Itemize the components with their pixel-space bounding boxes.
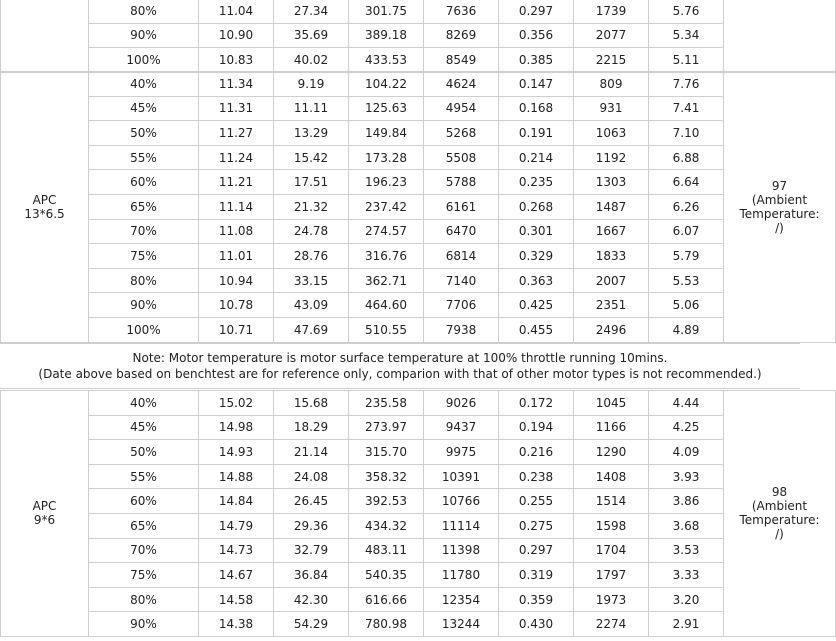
cell-voltage: 11.14 bbox=[199, 194, 274, 219]
cell-rpm: 5788 bbox=[424, 170, 499, 195]
cell-efficiency: 1667 bbox=[574, 219, 649, 244]
table-row bbox=[1, 121, 836, 146]
cell-eff-ratio: 4.09 bbox=[649, 440, 724, 465]
cell-eff-ratio: 2.91 bbox=[649, 612, 724, 637]
cell-thrust: 0.172 bbox=[499, 391, 574, 416]
temperature-cell bbox=[724, 72, 836, 343]
cell-eff-ratio: 4.89 bbox=[649, 317, 724, 342]
cell-eff-ratio: 3.86 bbox=[649, 489, 724, 514]
cell-voltage: 11.27 bbox=[199, 121, 274, 146]
cell-efficiency: 2007 bbox=[574, 268, 649, 293]
cell-thrust: 0.255 bbox=[499, 489, 574, 514]
note-line-2: (Date above based on benchtest are for reference only, comparion with that of other motor types is not recommended.) bbox=[38, 367, 762, 381]
cell-eff-ratio: 5.76 bbox=[649, 0, 724, 23]
cell-rpm: 10766 bbox=[424, 489, 499, 514]
table-row bbox=[1, 244, 836, 269]
cell-current: 27.34 bbox=[274, 0, 349, 23]
cell-power: 362.71 bbox=[349, 268, 424, 293]
table-row bbox=[1, 293, 836, 318]
temperature-cell bbox=[724, 391, 836, 637]
cell-rpm: 10391 bbox=[424, 464, 499, 489]
cell-throttle: 80% bbox=[89, 268, 199, 293]
cell-throttle: 50% bbox=[89, 121, 199, 146]
prop-cell bbox=[1, 72, 89, 343]
cell-rpm: 9026 bbox=[424, 391, 499, 416]
table-row bbox=[1, 194, 836, 219]
table-row bbox=[1, 440, 836, 465]
cell-rpm: 5268 bbox=[424, 121, 499, 146]
cell-voltage: 14.79 bbox=[199, 513, 274, 538]
table-row bbox=[1, 96, 836, 121]
temperature-value: 97 bbox=[771, 178, 788, 193]
cell-rpm: 5508 bbox=[424, 145, 499, 170]
cell-efficiency: 1063 bbox=[574, 121, 649, 146]
cell-voltage: 10.83 bbox=[199, 48, 274, 73]
table-row bbox=[1, 513, 836, 538]
cell-eff-ratio: 6.26 bbox=[649, 194, 724, 219]
prop-label-line1: APC bbox=[32, 192, 57, 207]
table-row bbox=[1, 145, 836, 170]
cell-rpm: 11780 bbox=[424, 563, 499, 588]
cell-efficiency: 2351 bbox=[574, 293, 649, 318]
cell-power: 149.84 bbox=[349, 121, 424, 146]
cell-current: 26.45 bbox=[274, 489, 349, 514]
cell-power: 104.22 bbox=[349, 72, 424, 97]
cell-efficiency: 809 bbox=[574, 72, 649, 97]
cell-rpm: 11114 bbox=[424, 513, 499, 538]
table-row bbox=[1, 268, 836, 293]
cell-rpm: 9437 bbox=[424, 415, 499, 440]
cell-efficiency: 1739 bbox=[574, 0, 649, 23]
cell-efficiency: 1514 bbox=[574, 489, 649, 514]
cell-throttle: 90% bbox=[89, 612, 199, 637]
cell-eff-ratio: 5.11 bbox=[649, 48, 724, 73]
table-row bbox=[1, 170, 836, 195]
cell-power: 235.58 bbox=[349, 391, 424, 416]
prop-label-line1: APC bbox=[32, 499, 57, 514]
cell-thrust: 0.214 bbox=[499, 145, 574, 170]
cell-throttle: 90% bbox=[89, 293, 199, 318]
cell-voltage: 11.21 bbox=[199, 170, 274, 195]
cell-throttle: 50% bbox=[89, 440, 199, 465]
cell-throttle: 65% bbox=[89, 513, 199, 538]
cell-thrust: 0.430 bbox=[499, 612, 574, 637]
cell-voltage: 14.84 bbox=[199, 489, 274, 514]
cell-throttle: 70% bbox=[89, 219, 199, 244]
cell-power: 616.66 bbox=[349, 587, 424, 612]
cell-current: 11.11 bbox=[274, 96, 349, 121]
table-row bbox=[1, 612, 836, 637]
cell-eff-ratio: 6.88 bbox=[649, 145, 724, 170]
table-section-apc-13x6-5 bbox=[0, 71, 820, 343]
cell-efficiency: 1704 bbox=[574, 538, 649, 563]
cell-eff-ratio: 7.76 bbox=[649, 72, 724, 97]
cell-thrust: 0.319 bbox=[499, 563, 574, 588]
cell-efficiency: 1290 bbox=[574, 440, 649, 465]
cell-thrust: 0.275 bbox=[499, 513, 574, 538]
cell-eff-ratio: 5.79 bbox=[649, 244, 724, 269]
cell-voltage: 11.34 bbox=[199, 72, 274, 97]
cell-thrust: 0.385 bbox=[499, 48, 574, 73]
cell-current: 40.02 bbox=[274, 48, 349, 73]
cell-throttle: 60% bbox=[89, 170, 199, 195]
prop-label-line2: 13*6.5 bbox=[24, 206, 65, 221]
cell-power: 483.11 bbox=[349, 538, 424, 563]
cell-rpm: 6161 bbox=[424, 194, 499, 219]
cell-efficiency: 1487 bbox=[574, 194, 649, 219]
temperature-line3: Temperature: bbox=[739, 513, 820, 528]
temperature-cell bbox=[724, 0, 836, 72]
cell-power: 510.55 bbox=[349, 317, 424, 342]
cell-power: 358.32 bbox=[349, 464, 424, 489]
cell-efficiency: 1166 bbox=[574, 415, 649, 440]
cell-power: 433.53 bbox=[349, 48, 424, 73]
cell-current: 35.69 bbox=[274, 23, 349, 48]
cell-current: 13.29 bbox=[274, 121, 349, 146]
temperature-line2: (Ambient bbox=[751, 192, 808, 207]
cell-current: 42.30 bbox=[274, 587, 349, 612]
note-box bbox=[0, 343, 800, 389]
cell-current: 36.84 bbox=[274, 563, 349, 588]
cell-throttle: 40% bbox=[89, 391, 199, 416]
cell-thrust: 0.329 bbox=[499, 244, 574, 269]
prop-label-line2: 9*6 bbox=[33, 513, 56, 528]
cell-efficiency: 1797 bbox=[574, 563, 649, 588]
cell-efficiency: 1408 bbox=[574, 464, 649, 489]
cell-power: 316.76 bbox=[349, 244, 424, 269]
cell-current: 15.68 bbox=[274, 391, 349, 416]
cell-current: 43.09 bbox=[274, 293, 349, 318]
cell-eff-ratio: 4.44 bbox=[649, 391, 724, 416]
cell-rpm: 7140 bbox=[424, 268, 499, 293]
table-row bbox=[1, 538, 836, 563]
cell-throttle: 70% bbox=[89, 538, 199, 563]
cell-voltage: 14.98 bbox=[199, 415, 274, 440]
cell-rpm: 7938 bbox=[424, 317, 499, 342]
cell-rpm: 11398 bbox=[424, 538, 499, 563]
cell-power: 392.53 bbox=[349, 489, 424, 514]
table-row bbox=[1, 72, 836, 97]
cell-power: 273.97 bbox=[349, 415, 424, 440]
cell-efficiency: 2496 bbox=[574, 317, 649, 342]
table-row bbox=[1, 48, 836, 73]
cell-efficiency: 2077 bbox=[574, 23, 649, 48]
cell-voltage: 11.04 bbox=[199, 0, 274, 23]
cell-power: 301.75 bbox=[349, 0, 424, 23]
cell-current: 9.19 bbox=[274, 72, 349, 97]
cell-rpm: 4954 bbox=[424, 96, 499, 121]
cell-voltage: 10.90 bbox=[199, 23, 274, 48]
cell-rpm: 6814 bbox=[424, 244, 499, 269]
cell-throttle: 100% bbox=[89, 317, 199, 342]
cell-power: 464.60 bbox=[349, 293, 424, 318]
table-row bbox=[1, 563, 836, 588]
cell-efficiency: 1598 bbox=[574, 513, 649, 538]
cell-eff-ratio: 3.93 bbox=[649, 464, 724, 489]
cell-thrust: 0.297 bbox=[499, 538, 574, 563]
cell-efficiency: 931 bbox=[574, 96, 649, 121]
cell-current: 47.69 bbox=[274, 317, 349, 342]
prop-cell bbox=[1, 0, 89, 72]
cell-throttle: 75% bbox=[89, 244, 199, 269]
cell-rpm: 13244 bbox=[424, 612, 499, 637]
cell-eff-ratio: 5.06 bbox=[649, 293, 724, 318]
cell-rpm: 6470 bbox=[424, 219, 499, 244]
note-line-1: Note: Motor temperature is motor surface temperature at 100% throttle running 10mins. bbox=[132, 351, 668, 365]
cell-efficiency: 1973 bbox=[574, 587, 649, 612]
prop-cell bbox=[1, 391, 89, 637]
cell-thrust: 0.238 bbox=[499, 464, 574, 489]
cell-thrust: 0.455 bbox=[499, 317, 574, 342]
cell-power: 274.57 bbox=[349, 219, 424, 244]
cell-voltage: 11.31 bbox=[199, 96, 274, 121]
temperature-line4: /) bbox=[775, 527, 784, 542]
cell-current: 24.78 bbox=[274, 219, 349, 244]
cell-power: 173.28 bbox=[349, 145, 424, 170]
cell-thrust: 0.168 bbox=[499, 96, 574, 121]
cell-thrust: 0.235 bbox=[499, 170, 574, 195]
cell-throttle: 75% bbox=[89, 563, 199, 588]
cell-voltage: 11.01 bbox=[199, 244, 274, 269]
cell-thrust: 0.147 bbox=[499, 72, 574, 97]
cell-thrust: 0.359 bbox=[499, 587, 574, 612]
cell-rpm: 7636 bbox=[424, 0, 499, 23]
cell-current: 54.29 bbox=[274, 612, 349, 637]
cell-voltage: 14.67 bbox=[199, 563, 274, 588]
cell-power: 237.42 bbox=[349, 194, 424, 219]
cell-thrust: 0.191 bbox=[499, 121, 574, 146]
cell-thrust: 0.425 bbox=[499, 293, 574, 318]
table-row bbox=[1, 219, 836, 244]
table-row bbox=[1, 464, 836, 489]
cell-throttle: 55% bbox=[89, 464, 199, 489]
cell-efficiency: 1303 bbox=[574, 170, 649, 195]
cell-power: 389.18 bbox=[349, 23, 424, 48]
cell-throttle: 45% bbox=[89, 415, 199, 440]
cell-voltage: 14.93 bbox=[199, 440, 274, 465]
cell-voltage: 10.94 bbox=[199, 268, 274, 293]
table-row bbox=[1, 587, 836, 612]
cell-rpm: 8269 bbox=[424, 23, 499, 48]
table-section-apc-9x6 bbox=[0, 390, 820, 637]
cell-power: 540.35 bbox=[349, 563, 424, 588]
cell-thrust: 0.301 bbox=[499, 219, 574, 244]
table-row bbox=[1, 317, 836, 342]
cell-voltage: 11.24 bbox=[199, 145, 274, 170]
cell-current: 24.08 bbox=[274, 464, 349, 489]
cell-current: 17.51 bbox=[274, 170, 349, 195]
cell-current: 32.79 bbox=[274, 538, 349, 563]
cell-eff-ratio: 3.68 bbox=[649, 513, 724, 538]
data-table bbox=[0, 71, 836, 343]
cell-thrust: 0.297 bbox=[499, 0, 574, 23]
cell-rpm: 8549 bbox=[424, 48, 499, 73]
cell-power: 315.70 bbox=[349, 440, 424, 465]
cell-eff-ratio: 3.53 bbox=[649, 538, 724, 563]
cell-power: 434.32 bbox=[349, 513, 424, 538]
temperature-line3: Temperature: bbox=[739, 206, 820, 221]
cell-efficiency: 1833 bbox=[574, 244, 649, 269]
cell-throttle: 65% bbox=[89, 194, 199, 219]
table-row bbox=[1, 23, 836, 48]
cell-voltage: 11.08 bbox=[199, 219, 274, 244]
temperature-line2: (Ambient bbox=[751, 499, 808, 514]
temperature-line4: /) bbox=[775, 220, 784, 235]
cell-current: 29.36 bbox=[274, 513, 349, 538]
cell-current: 21.14 bbox=[274, 440, 349, 465]
cell-thrust: 0.356 bbox=[499, 23, 574, 48]
cell-voltage: 10.78 bbox=[199, 293, 274, 318]
cell-throttle: 60% bbox=[89, 489, 199, 514]
cell-efficiency: 1192 bbox=[574, 145, 649, 170]
cell-current: 18.29 bbox=[274, 415, 349, 440]
cell-current: 28.76 bbox=[274, 244, 349, 269]
cell-throttle: 90% bbox=[89, 23, 199, 48]
cell-current: 15.42 bbox=[274, 145, 349, 170]
cell-rpm: 4624 bbox=[424, 72, 499, 97]
cell-power: 780.98 bbox=[349, 612, 424, 637]
table-row bbox=[1, 415, 836, 440]
cell-thrust: 0.363 bbox=[499, 268, 574, 293]
cell-eff-ratio: 7.10 bbox=[649, 121, 724, 146]
cell-power: 196.23 bbox=[349, 170, 424, 195]
cell-voltage: 14.58 bbox=[199, 587, 274, 612]
cell-throttle: 45% bbox=[89, 96, 199, 121]
cell-thrust: 0.194 bbox=[499, 415, 574, 440]
cell-throttle: 55% bbox=[89, 145, 199, 170]
cell-voltage: 14.73 bbox=[199, 538, 274, 563]
cell-throttle: 40% bbox=[89, 72, 199, 97]
cell-eff-ratio: 4.25 bbox=[649, 415, 724, 440]
data-table bbox=[0, 0, 836, 73]
cell-eff-ratio: 6.64 bbox=[649, 170, 724, 195]
cell-eff-ratio: 3.33 bbox=[649, 563, 724, 588]
table-row bbox=[1, 489, 836, 514]
cell-thrust: 0.216 bbox=[499, 440, 574, 465]
temperature-value: 98 bbox=[771, 485, 788, 500]
cell-eff-ratio: 3.20 bbox=[649, 587, 724, 612]
cell-rpm: 7706 bbox=[424, 293, 499, 318]
cell-efficiency: 2215 bbox=[574, 48, 649, 73]
cell-eff-ratio: 6.07 bbox=[649, 219, 724, 244]
cell-voltage: 10.71 bbox=[199, 317, 274, 342]
cell-throttle: 80% bbox=[89, 587, 199, 612]
table-section-top bbox=[0, 0, 800, 73]
table-row bbox=[1, 0, 836, 23]
cell-throttle: 80% bbox=[89, 0, 199, 23]
cell-thrust: 0.268 bbox=[499, 194, 574, 219]
cell-voltage: 14.88 bbox=[199, 464, 274, 489]
cell-rpm: 12354 bbox=[424, 587, 499, 612]
cell-eff-ratio: 5.34 bbox=[649, 23, 724, 48]
cell-efficiency: 2274 bbox=[574, 612, 649, 637]
cell-eff-ratio: 7.41 bbox=[649, 96, 724, 121]
cell-efficiency: 1045 bbox=[574, 391, 649, 416]
cell-throttle: 100% bbox=[89, 48, 199, 73]
cell-power: 125.63 bbox=[349, 96, 424, 121]
cell-current: 33.15 bbox=[274, 268, 349, 293]
data-table bbox=[0, 390, 836, 637]
cell-eff-ratio: 5.53 bbox=[649, 268, 724, 293]
cell-rpm: 9975 bbox=[424, 440, 499, 465]
cell-voltage: 15.02 bbox=[199, 391, 274, 416]
cell-current: 21.32 bbox=[274, 194, 349, 219]
cell-voltage: 14.38 bbox=[199, 612, 274, 637]
table-row bbox=[1, 391, 836, 416]
